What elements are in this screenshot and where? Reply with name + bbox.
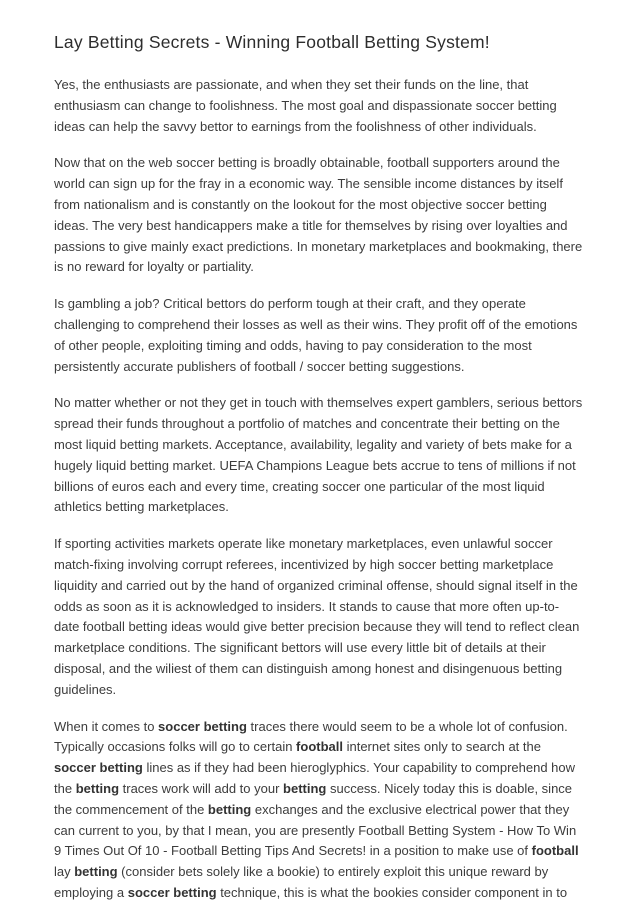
text-run: traces work will add to your — [119, 780, 284, 796]
bold-text: betting — [75, 780, 120, 796]
text-run: Yes, the enthusiasts are passionate, and when they set their funds on the line, that enthusiasm can change to foolishness. The most goal and dispassionate soccer betting ideas can help the savvy bettor to earnings from the foolishness of other individuals. — [54, 77, 557, 134]
text-run: traces there would seem to be a whole lot of confusion. Typically occasions folks will go to certain — [54, 718, 568, 755]
text-run: (consider bets solely like a bookie) to entirely exploit this unique reward by employing a — [54, 864, 549, 900]
paragraph — [54, 153, 584, 278]
paragraph — [54, 393, 584, 518]
paragraph — [54, 534, 584, 700]
text-run: When it comes to — [54, 718, 159, 734]
bold-text: betting — [74, 864, 118, 880]
text-run: No matter whether or not they get in touch with themselves expert gamblers, serious bettors spread their funds throughout a portfolio of matches and concentrate their betting on the most liquid betting markets. Acceptance, availability, legality and variety of bets make for a hugely liquid betting market. UEFA Champions League bets accrue to tens of millions if not billions of euros each and every time, creating soccer one particular of the most liquid athletics betting marketplaces. — [54, 395, 583, 515]
text-run: lines as if they had been hieroglyphics. Your capability to comprehend how the — [54, 760, 576, 796]
paragraph — [54, 717, 584, 903]
text-run: exchanges and the exclusive electrical power that they can current to you, by that I mean, you are presently Football Betting System - How To Win 9 Times Out Of 10 - Football Betting Tips And Secrets! in a position to make use of — [54, 801, 577, 859]
text-run: technique, this is what the bookies consider component in to — [216, 884, 568, 900]
paragraph — [54, 75, 584, 137]
document-body — [54, 75, 584, 903]
bold-text: soccer betting — [158, 718, 247, 734]
text-run: Now that on the web soccer betting is broadly obtainable, football supporters around the world can sign up for the fray in a economic way. The sensible income distances by itself from nationalism and is constantly on the lookout for the most objective soccer betting ideas. The very best handicappers make a title for themselves by rising over loyalties and passions to give mainly exact predictions. In monetary marketplaces and bookmaking, there is no reward for loyalty or partiality. — [54, 155, 583, 275]
paragraph — [54, 294, 584, 377]
text-run: internet sites only to search at the — [342, 739, 541, 755]
page-title: Lay Betting Secrets - Winning Football Betting System! — [54, 32, 490, 52]
bold-text: soccer betting — [127, 884, 217, 900]
text-run: lay — [54, 864, 75, 880]
bold-text: betting — [207, 801, 252, 817]
text-run: success. Nicely today this is doable, since the commencement of the — [54, 780, 573, 817]
text-run: Is gambling a job? Critical bettors do perform tough at their craft, and they operate challenging to comprehend their losses as well as their wins. They profit off of the emotions of other people, exploiting timing and odds, having to pay consideration to the most persistently accurate publishers of football / soccer betting suggestions. — [54, 296, 578, 374]
bold-text: football — [296, 739, 343, 755]
text-run: If sporting activities markets operate like monetary marketplaces, even unlawful soccer match-fixing involving corrupt referees, incentivized by high soccer betting marketplace liquidity and carried out by the hand of organized criminal offense, should signal itself in the odds as soon as it is acknowledged to insiders. It stands to cause that more often up-to-date football betting ideas would give better precision because they will tend to reflect clean marketplace conditions. The significant bettors will use every little bit of details at their disposal, and the wiliest of them can distinguish among honest and disingenuous betting guidelines. — [54, 536, 580, 697]
bold-text: betting — [283, 780, 327, 796]
bold-text: soccer betting — [54, 760, 143, 776]
bold-text: football — [531, 843, 579, 859]
